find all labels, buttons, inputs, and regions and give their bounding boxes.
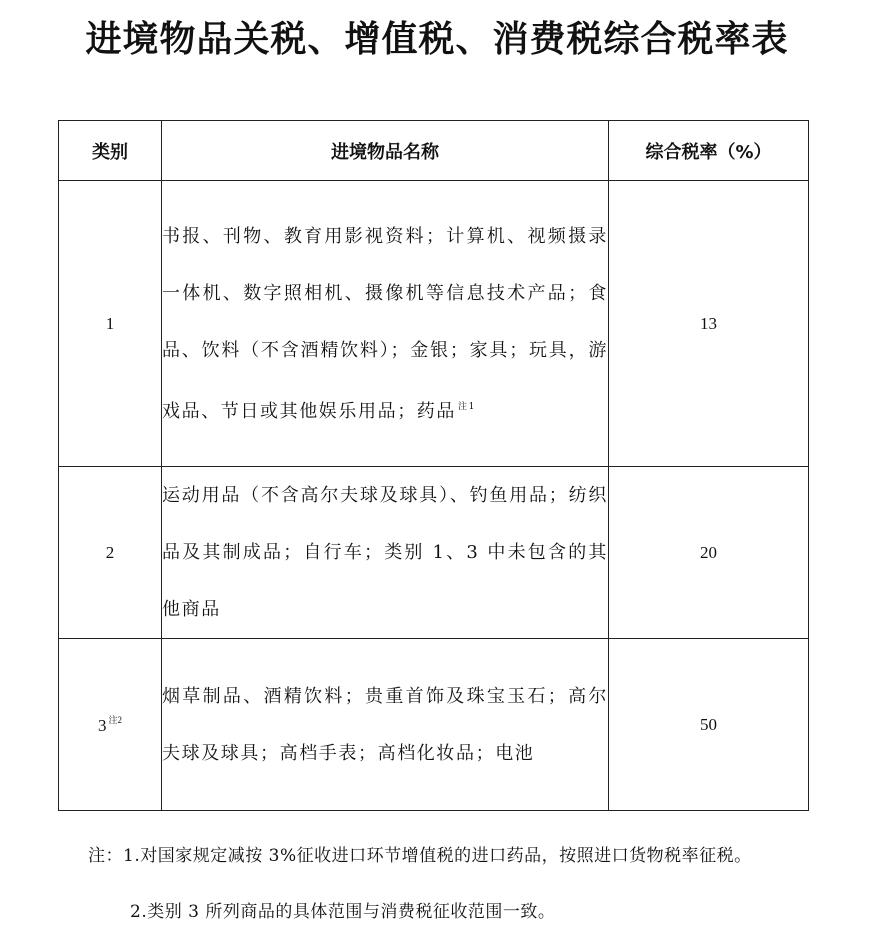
- items-text: 烟草制品、酒精饮料；贵重首饰及珠宝玉石；高尔夫球及球具；高档手表；高档化妆品；电池: [162, 685, 608, 764]
- items-cell: [162, 181, 609, 467]
- rate-value: 13: [700, 313, 717, 333]
- page-title: 进境物品关税、增值税、消费税综合税率表: [85, 19, 789, 60]
- category-value: 3: [97, 716, 107, 735]
- items-cell: [162, 467, 609, 639]
- header-category: 类别: [59, 121, 162, 181]
- rate-cell: [609, 181, 809, 467]
- header-rate: 综合税率（%）: [609, 121, 809, 181]
- items-text: 运动用品（不含高尔夫球及球具）、钓鱼用品；纺织品及其制成品；自行车；类别 1、3 中未包含的其他商品: [162, 485, 608, 620]
- tax-rate-table: [58, 120, 809, 811]
- category-footnote-ref: 注2: [108, 715, 122, 725]
- category-cell: [59, 181, 162, 467]
- footnote-1: 注：1.对国家规定减按 3%征收进口环节增值税的进口药品，按照进口货物税率征税。: [88, 846, 752, 866]
- items-cell: [162, 639, 609, 811]
- table-row: [59, 639, 809, 811]
- table-row: [59, 181, 809, 467]
- category-cell: [59, 639, 162, 811]
- header-item-name: 进境物品名称: [162, 121, 609, 181]
- table-row: [59, 467, 809, 639]
- items-footnote-ref: 注1: [458, 401, 476, 412]
- category-value: 2: [105, 542, 115, 562]
- items-text: 书报、刊物、教育用影视资料；计算机、视频摄录一体机、数字照相机、摄像机等信息技术产品；食品、饮料（不含酒精饮料）；金银；家具；玩具，游戏品、节日或其他娱乐用品；药品: [162, 225, 608, 422]
- footnote-2: 2.类别 3 所列商品的具体范围与消费税征收范围一致。: [130, 902, 556, 922]
- rate-cell: [609, 467, 809, 639]
- rate-value: 20: [700, 542, 717, 562]
- table-header-row: [59, 121, 809, 181]
- rate-value: 50: [700, 714, 717, 734]
- category-value: 1: [105, 313, 115, 333]
- rate-cell: [609, 639, 809, 811]
- category-cell: [59, 467, 162, 639]
